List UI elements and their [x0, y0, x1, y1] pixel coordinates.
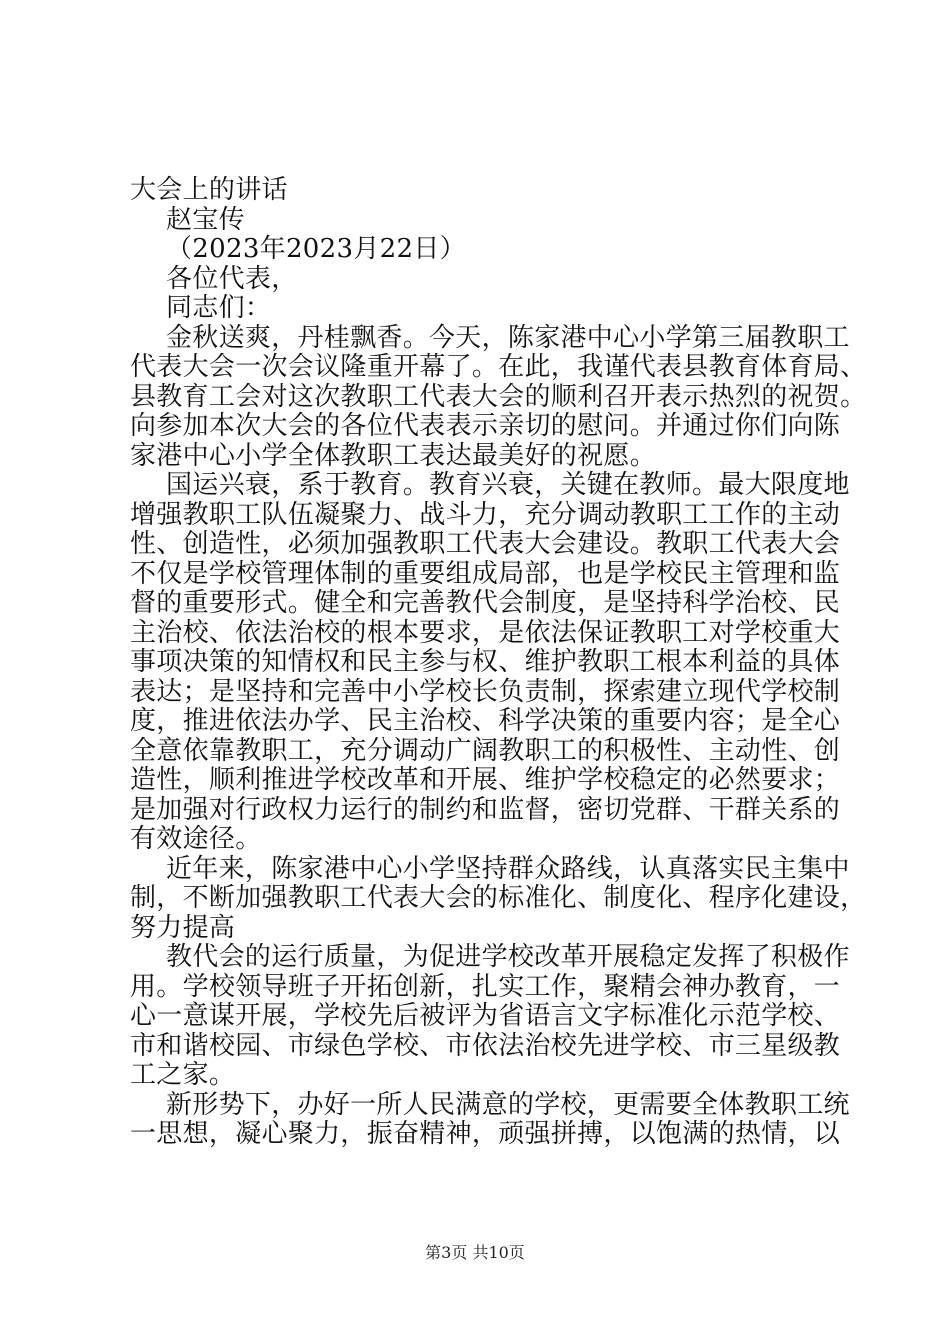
text-line: 近年来，陈家港中心小学坚持群众路线，认真落实民主集中 [166, 853, 850, 884]
text-line: 大会上的讲话 [130, 175, 288, 205]
text-line: （2023年2023月22日） [166, 234, 466, 264]
page-footer [0, 1243, 950, 1263]
text-line: 制，不断加强教职工代表大会的标准化、制度化、程序化建设， [130, 883, 867, 913]
text-line: 是加强对行政权力运行的制约和监督，密切党群、干群关系的 [130, 794, 841, 825]
text-line: 同志们： [166, 293, 272, 323]
text-line: 度，推进依法办学、民主治校、科学决策的重要内容；是全心 [130, 706, 841, 736]
text-line: 各位代表， [166, 263, 298, 294]
text-line: 工之家。 [130, 1060, 236, 1090]
text-line: 主治校、依法治校的根本要求，是依法保证教职工对学校重大 [130, 617, 841, 648]
document-body [130, 175, 867, 1150]
text-line: 一思想，凝心聚力，振奋精神，顽强拼搏，以饱满的热情，以 [130, 1119, 841, 1149]
text-line: 性、创造性，必须加强教职工代表大会建设。教职工代表大会 [130, 529, 841, 559]
text-line: 有效途径。 [130, 824, 262, 854]
text-line: 不仅是学校管理体制的重要组成局部，也是学校民主管理和监 [130, 558, 841, 589]
text-line: 家港中心小学全体教职工表达最美好的祝愿。 [130, 440, 657, 471]
text-line: 代表大会一次会议隆重开幕了。在此，我谨代表县教育体育局、 [130, 352, 867, 382]
text-line: 造性，顺利推进学校改革和开展、维护学校稳定的必然要求； [130, 765, 841, 795]
page-number: 第3页 共10页 [425, 1243, 525, 1262]
text-line: 用。学校领导班子开拓创新，扎实工作，聚精会神办教育，一 [130, 971, 841, 1002]
text-line: 市和谐校园、市绿色学校、市依法治校先进学校、市三星级教 [130, 1030, 841, 1061]
text-line: 全意依靠教职工，充分调动广阔教职工的积极性、主动性、创 [130, 735, 841, 766]
text-line: 心一意谋开展，学校先后被评为省语言文字标准化示范学校、 [130, 1001, 841, 1031]
text-line: 努力提高 [130, 912, 236, 943]
text-line: 向参加本次大会的各位代表表示亲切的慰问。并通过你们向陈 [130, 411, 841, 441]
text-line: 增强教职工队伍凝聚力、战斗力，充分调动教职工工作的主动 [130, 499, 841, 530]
text-line: 金秋送爽，丹桂飘香。今天，陈家港中心小学第三届教职工 [166, 322, 850, 353]
text-line: 赵宝传 [166, 204, 245, 235]
text-line: 新形势下，办好一所人民满意的学校，更需要全体教职工统 [166, 1089, 850, 1120]
text-line: 国运兴衰，系于教育。教育兴衰，关键在教师。最大限度地 [166, 470, 850, 500]
text-line: 事项决策的知情权和民主参与权、维护教职工根本利益的具体 [130, 647, 841, 677]
text-line: 教代会的运行质量，为促进学校改革开展稳定发挥了积极作 [166, 942, 850, 972]
text-line: 县教育工会对这次教职工代表大会的顺利召开表示热烈的祝贺。 [130, 381, 867, 412]
text-line: 督的重要形式。健全和完善教代会制度，是坚持科学治校、民 [130, 588, 841, 618]
text-line: 表达；是坚持和完善中小学校长负责制，探索建立现代学校制 [130, 676, 841, 707]
